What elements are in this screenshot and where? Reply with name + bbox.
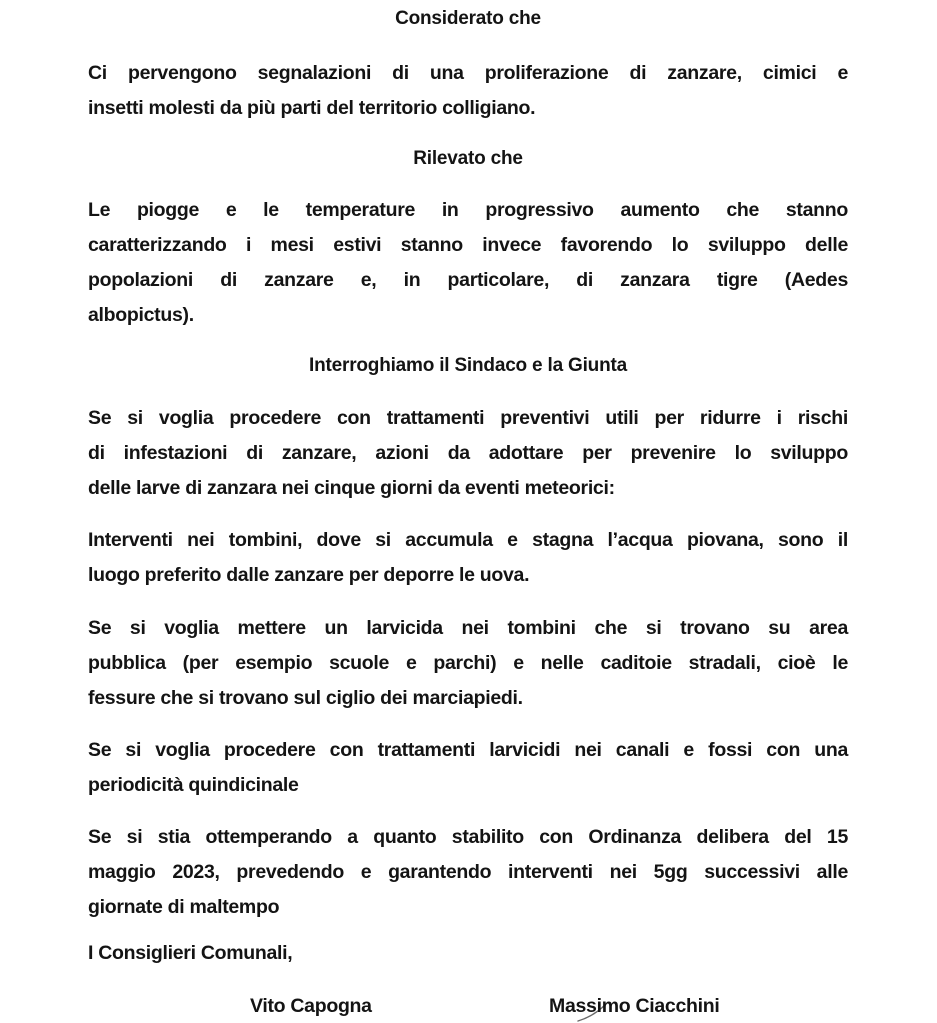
paragraph-ordinanza — [88, 820, 848, 925]
paragraph-larvicida — [88, 611, 848, 716]
signer-name-2: Massimo Ciacchini — [549, 995, 720, 1017]
paragraph-segnalazioni — [88, 56, 848, 126]
text-line: Se si voglia procedere con trattamenti larvicidi nei canali e fossi con una — [88, 739, 848, 761]
heading-considerato: Considerato che — [395, 8, 541, 29]
text-line: albopictus). — [88, 304, 194, 326]
text-line: Le piogge e le temperature in progressivo aumento che stanno — [88, 199, 848, 221]
paragraph-trattamenti-preventivi — [88, 401, 848, 506]
text-line: insetti molesti da più parti del territorio colligiano. — [88, 97, 536, 119]
text-line: Se si voglia mettere un larvicida nei tombini che si trovano su area — [88, 617, 848, 639]
text-line: di infestazioni di zanzare, azioni da adottare per prevenire lo sviluppo — [88, 442, 848, 464]
signer-name-1: Vito Capogna — [250, 995, 372, 1017]
text-line: Se si stia ottemperando a quanto stabilito con Ordinanza delibera del 15 — [88, 826, 848, 848]
text-line: periodicità quindicinale — [88, 774, 299, 796]
text-line: giornate di maltempo — [88, 896, 280, 918]
text-line: Interventi nei tombini, dove si accumula e stagna l’acqua piovana, sono il — [88, 529, 848, 551]
signature-label: I Consiglieri Comunali, — [88, 942, 293, 964]
text-line: luogo preferito dalle zanzare per deporre le uova. — [88, 564, 530, 586]
paragraph-tombini — [88, 523, 848, 593]
text-line: fessure che si trovano sul ciglio dei marciapiedi. — [88, 687, 523, 709]
text-line: caratterizzando i mesi estivi stanno invece favorendo lo sviluppo delle — [88, 234, 848, 256]
text-line: popolazioni di zanzare e, in particolare, di zanzara tigre (Aedes — [88, 269, 848, 291]
heading-rilevato: Rilevato che — [413, 148, 523, 169]
paragraph-canali-fossi — [88, 733, 848, 803]
text-line: maggio 2023, prevedendo e garantendo interventi nei 5gg successivi alle — [88, 861, 848, 883]
paragraph-piogge — [88, 193, 848, 333]
text-line: Ci pervengono segnalazioni di una proliferazione di zanzare, cimici e — [88, 62, 848, 84]
heading-interroghiamo: Interroghiamo il Sindaco e la Giunta — [309, 355, 627, 376]
text-line: delle larve di zanzara nei cinque giorni da eventi meteorici: — [88, 477, 615, 499]
text-line: Se si voglia procedere con trattamenti preventivi utili per ridurre i rischi — [88, 407, 848, 429]
text-line: pubblica (per esempio scuole e parchi) e nelle caditoie stradali, cioè le — [88, 652, 848, 674]
